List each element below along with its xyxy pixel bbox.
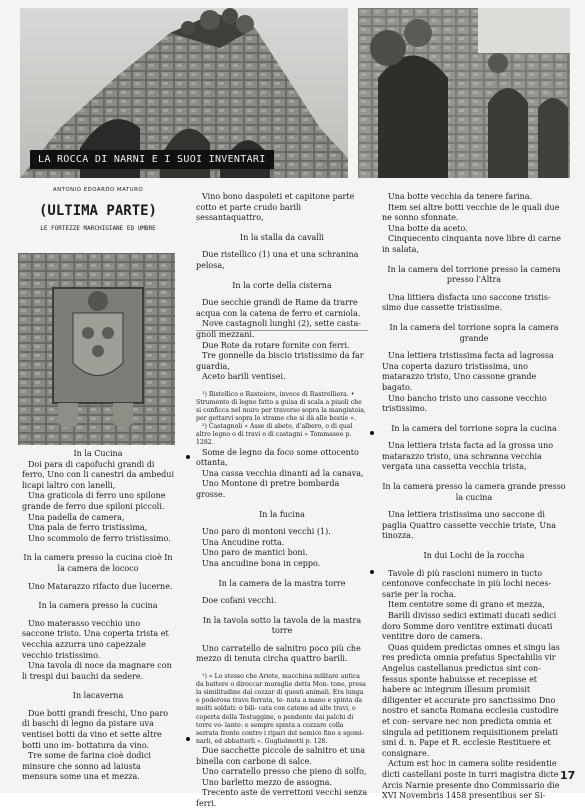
inventory-paragraph: Doi para di capofuchi grandi di ferro, Uno con li canestri da ambedui licapi laltro con lanelli, <box>22 459 175 490</box>
inventory-paragraph: Uno materasso vecchio uno saccone tristo. Una coperta trista et vecchia azzurra uno capezzale vecchio tristissimo. <box>22 618 169 660</box>
footnotes <box>196 673 368 746</box>
inventory-paragraph: Quas quidem predictas omnes et singu las res predicta omnia prefatus Spectabilis vir Angelus castellanus predictus sint con- fessus sponte habuisse et recepisse et habere ac integrum illesum promisit diligenter et accurate pro sanctissimo Dno nostro et sancta Romana ecclesia custodire et con- servare nec non predicta omnia et singula ad petitionem requisitionem prelati smi d. n. Pape et R. ecclesie Restituere et consignare. <box>382 642 560 758</box>
inventory-paragraph: Tre gonnelle da biscio tristissimo da far guardia, <box>196 351 364 371</box>
inventory-paragraph: Cinquecento cinquanta nove libre di carne in salata, <box>382 234 561 254</box>
inventory-paragraph: Uno scommolo de ferro tristissimo. <box>28 533 171 543</box>
inventory-paragraph: Due secchie grandi de Rame da trarre acqua con la catena de ferro et carniola. <box>196 298 361 318</box>
text-column-2 <box>196 192 368 809</box>
inventory-paragraph: Uno paro di montoni vecchi (1). <box>202 527 331 537</box>
inventory-paragraph: Una padella de camera, <box>28 512 125 522</box>
inventory-paragraph: Una cassa vecchia dinanti ad la canava, <box>202 468 364 478</box>
footnotes <box>196 391 368 448</box>
section-heading: In la corte della cisterna <box>232 280 332 290</box>
inventory-paragraph: Una lettiera tristissima facta ad lagrossa Una coperta dazuro tristissima, uno matarazzo tristo, Uno cassone grande bagato. <box>382 351 554 392</box>
inventory-paragraph: Item centotre some di grano et mezza, <box>388 600 545 610</box>
text-column-1 <box>22 447 174 783</box>
inventory-paragraph: Uno carratello presso che pieno di solfo, <box>202 767 367 777</box>
inventory-paragraph: Tavole di più rascioni numero in tucto centonove confecchate in più lochi neces- sarie per la rocha. <box>382 568 552 599</box>
section-heading: In la fucina <box>259 509 305 519</box>
inventory-paragraph: Due ristellico (1) una et una schranina pelosa, <box>196 250 359 270</box>
inventory-paragraph: Uno bancho tristo uno cassone vecchio tristissimo. <box>382 393 547 414</box>
inventory-paragraph: Uno Matarazzo rifacto due lucerne. <box>28 581 173 591</box>
inventory-paragraph: Una pala de ferro tristissima, <box>28 523 148 533</box>
inventory-paragraph: Una graticola di ferro uno spilone grande de ferro due spiloni piccoli. <box>22 491 166 511</box>
margin-dot <box>186 455 190 459</box>
footnote-rule <box>196 330 368 331</box>
section-heading: In la camera del torrione presso la camera presso l'Altra <box>387 264 561 285</box>
inventory-paragraph: Vino bono daspoleti et capitone parte cotto et parte crudo barili sessantaquattro, <box>196 192 355 223</box>
page-number: 17 <box>560 769 576 782</box>
text-column-3 <box>382 192 566 802</box>
inventory-paragraph: Actum est hoc in camera solite residentie dicti castellani poste in turri magistra dicte Arcis Narnie presente dno Commissario die XVI Novembris 1458 presentibus ser Si- <box>382 759 560 801</box>
article-banner-title: LA ROCCA DI NARNI E I SUOI INVENTARI <box>30 150 274 169</box>
inventory-paragraph: Una tavola di noce da magnare con li trespi dui bauchi da sedere. <box>22 661 172 681</box>
section-heading: In la tavola sotto la tavola de la mastra torre <box>202 615 362 636</box>
column-1-content <box>22 460 174 783</box>
inventory-paragraph: Una lettiera tristissima uno saccone di paglia Quattro cassette vecchie triste, Una tinozza. <box>382 510 557 541</box>
section-heading: In dui Lochi de la roccha <box>423 551 525 561</box>
inventory-paragraph: Nove castagnoli lunghi (2), sette casta- gnoli mezzani. <box>196 319 361 339</box>
inventory-paragraph: Una botte vecchia da tenere farina. <box>388 192 533 201</box>
author-name: ANTONIO EDOARDO MATURO <box>52 187 144 193</box>
inventory-paragraph: Uno paro de mantici boni. <box>202 548 308 558</box>
inventory-paragraph: Una botte da aceto. <box>388 223 468 233</box>
section-heading: In la camera del torrione sopra la cucina <box>391 423 557 433</box>
section-heading: In la camera del torrione sopra la camera grande <box>389 322 559 343</box>
inventory-paragraph: Due botti grandi freschi, Uno paro di baschi di legno da pistare uva ventisei botti da vino et sette altre botti uno im- bottatura da vino. <box>22 708 169 750</box>
article-subtitle: LE FORTEZZE MARCHIGIANE ED UMBRE <box>40 225 156 232</box>
footnote: ¹) « Lo stesso che Ariete, macchina militare antica da battere o diroccar muraglie detta Mon- tone, presa la similitudine dal cozzar di questi animali. Era lunga e poderosa trave ferrata, te- nuta a mano e spinta da molti soldati: o bili- cata con catene ad alte travi, o coperta della Testuggine, o pendente dai palchi di torre vo- lante: e sempre spinta a cozzare colla serrata fronte contro i ripari del nemico fino a sgomi- narli, ed abbatterli ». Guglielmotti p. 128. <box>196 673 366 745</box>
inventory-paragraph: Una ancudine bona in ceppo. <box>202 558 321 568</box>
inventory-paragraph: Trecento aste de verrettoni vecchi senza ferri. <box>196 788 368 808</box>
inventory-paragraph: Doe cofani vecchi. <box>202 596 277 606</box>
photo-caption: In la Cucina <box>73 449 123 458</box>
section-heading: In la camera presso la cucina cioè In la camera de lococo <box>23 553 173 573</box>
inventory-paragraph: Due Rote da rotare fornite con ferri. <box>202 340 350 350</box>
inventory-paragraph: Due sacchette piccole de salnitro et una binella con carbone di salce. <box>196 745 366 766</box>
inventory-paragraph: Uno barletto mezzo de assogna. <box>202 777 332 787</box>
inventory-paragraph: Uno Montone di pretre bombarda grosse. <box>196 479 340 499</box>
coat-of-arms-photo <box>18 253 175 445</box>
margin-dot <box>370 431 374 435</box>
inventory-paragraph: Aceto barili ventisei. <box>202 372 286 382</box>
inventory-paragraph: Una lettiera trista facta ad la grossa uno matarazzo tristo, una schranna vecchia vergata una cassetta vecchia trista, <box>382 441 554 472</box>
inventory-paragraph: Uno carratello de salnitro poco più che mezzo di tenuta circha quattro barili. <box>196 643 361 664</box>
article-title: (ULTIMA PARTE) <box>38 203 157 219</box>
margin-dot <box>186 737 190 741</box>
inventory-paragraph: Item sei altre botti vecchie de le quali due ne sonno sfonnate. <box>382 202 560 223</box>
ruins-photo <box>358 8 570 178</box>
margin-dot <box>370 570 374 574</box>
inventory-paragraph: Una littiera disfacta uno saccone tristis- simo due cassette tristissime. <box>382 292 551 313</box>
footnote: ¹) Ristellico o Rasteiere, invece di Rastrelliera. • Strumento di legno fatto a guisa di scala a piuoli che si conficca nel muro per traverso sopra la mangiatoia, per gettarvi sopra lo strame che si dà alle bestie ». <box>196 390 366 423</box>
section-heading: In la camera de la mastra torre <box>218 578 346 588</box>
section-heading: In la camera presso la cucina <box>38 601 158 611</box>
inventory-paragraph: Una Ancudine rotta. <box>202 537 285 547</box>
inventory-paragraph: Some de legno da foco some ottocento ottanta, <box>196 447 359 468</box>
inventory-paragraph: Barili divisso sedici extimati ducati sedici doro Somme doro ventitre extimati ducati ventitre doro de camera. <box>382 611 557 642</box>
footnote: ²) Castagnoli « Asse di abeto, d'albero, o di qual altro legno o di travi o di castagni » Tommaseo p. 1282. <box>196 423 353 447</box>
section-heading: In la stalla da cavalli <box>240 232 324 242</box>
section-heading: In la camera presso la camera grande presso la cucina <box>382 482 566 502</box>
inventory-paragraph: Tre some de farina cioè dodici minsure che sonno ad laiusta mensura some una et mezza. <box>22 751 151 782</box>
section-heading: In lacaverna <box>72 691 124 701</box>
